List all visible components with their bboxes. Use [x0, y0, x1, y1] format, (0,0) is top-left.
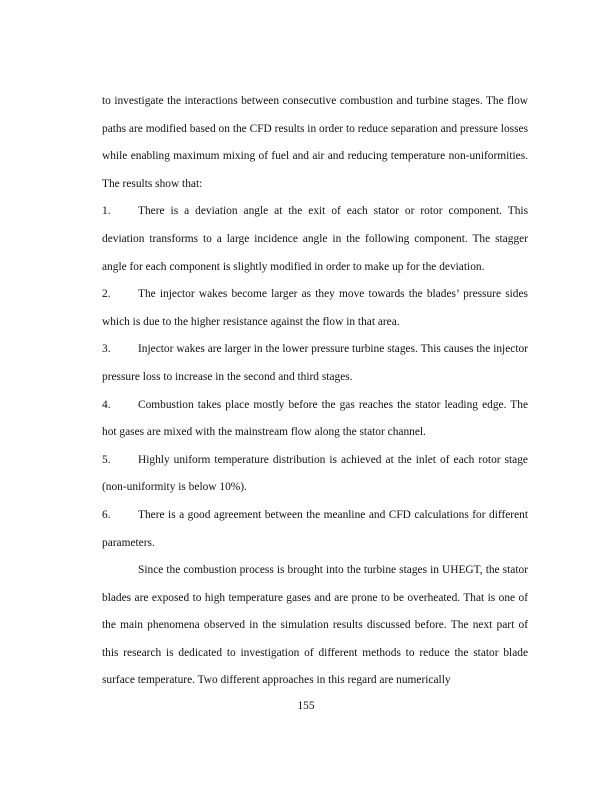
finding-item-5 [102, 447, 528, 502]
finding-item-1 [102, 198, 528, 281]
finding-item-4 [102, 392, 528, 447]
finding-item-2 [102, 281, 528, 336]
finding-number: 6. [102, 508, 111, 521]
finding-number: 4. [102, 398, 111, 411]
finding-text: There is a deviation angle at the exit of each stator or rotor component. This deviation transforms to a large incidence angle in the following component. The stagger angle for each component is slightly modified in order to make up for the deviation. [102, 205, 528, 273]
finding-number: 5. [102, 453, 111, 466]
body-text [102, 88, 528, 695]
finding-text: Highly uniform temperature distribution is achieved at the inlet of each rotor stage (non-uniformity is below 10%). [102, 453, 528, 494]
finding-number: 1. [102, 205, 111, 218]
finding-text: Combustion takes place mostly before the gas reaches the stator leading edge. The hot gases are mixed with the mainstream flow along the stator channel. [102, 398, 528, 439]
closing-paragraph: Since the combustion process is brought into the turbine stages in UHEGT, the stator blades are exposed to high temperature gases and are prone to be overheated. That is one of the main phenomena observed in the simulation results discussed before. The next part of this research is dedicated to investigation of different methods to reduce the stator blade surface temperature. Two different approaches in this regard are numerically [102, 564, 528, 687]
finding-text: The injector wakes become larger as they move towards the blades’ pressure sides which is due to the higher resistance against the flow in that area. [102, 288, 528, 328]
intro-paragraph: to investigate the interactions between consecutive combustion and turbine stages. The flow paths are modified based on the CFD results in order to reduce separation and pressure losses while enabling maximum mixing of fuel and air and reducing temperature non-uniformities. The results show that: [102, 95, 528, 190]
finding-number: 3. [102, 343, 111, 356]
finding-number: 2. [102, 288, 111, 301]
finding-text: There is a good agreement between the meanline and CFD calculations for different parameters. [102, 508, 528, 549]
finding-item-6 [102, 502, 528, 557]
finding-item-3 [102, 336, 528, 391]
finding-text: Injector wakes are larger in the lower pressure turbine stages. This causes the injector pressure loss to increase in the second and third stages. [102, 343, 528, 383]
page-number: 155 [297, 700, 315, 712]
